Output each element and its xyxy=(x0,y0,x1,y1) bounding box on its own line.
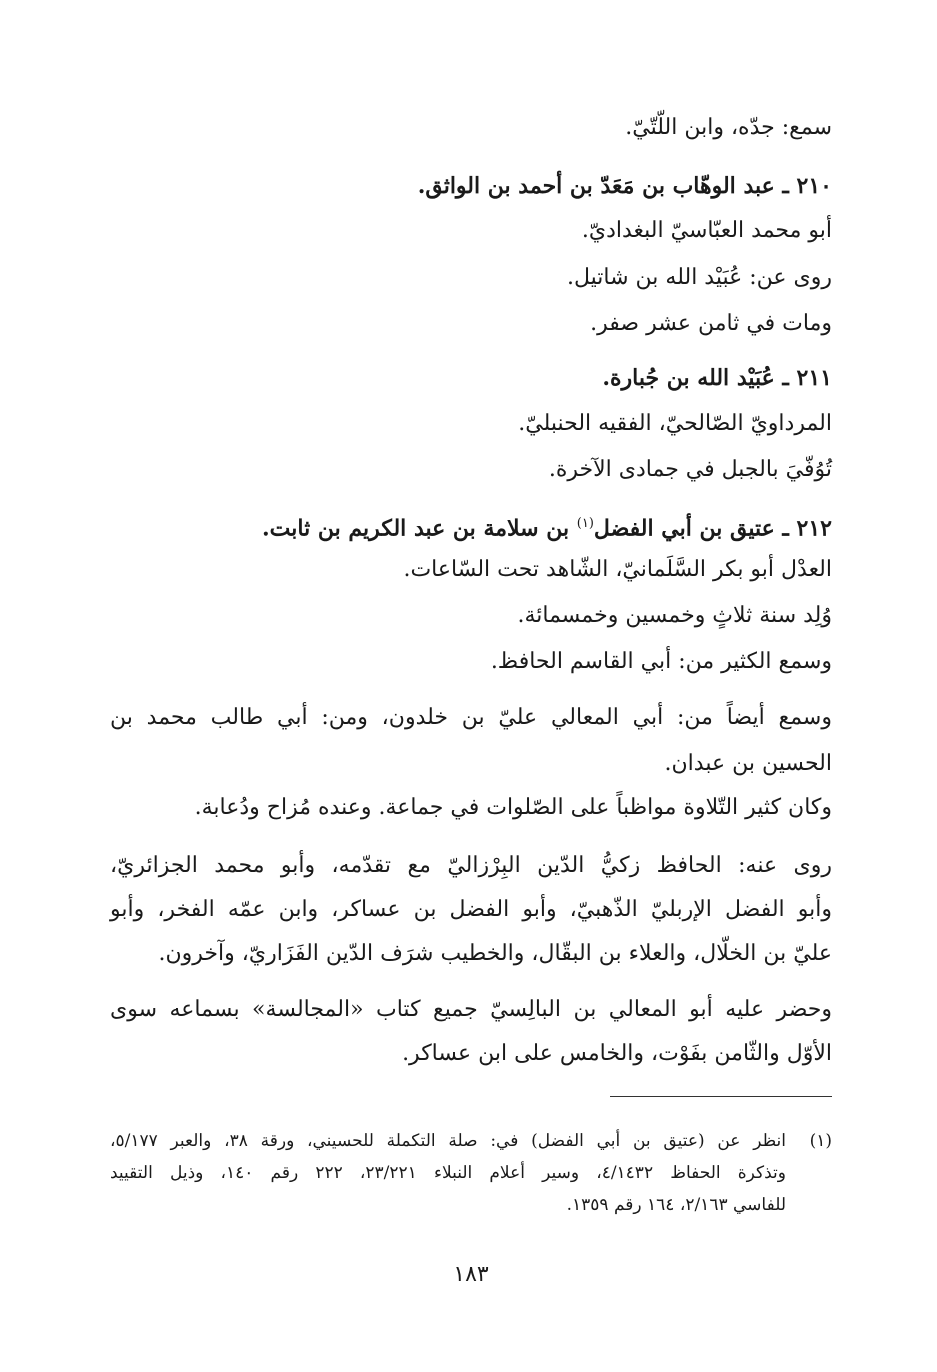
entry-heading-210: ٢١٠ ـ عبد الوهّاب بن مَعَدّ بن أحمد بن الواثق. xyxy=(417,173,832,199)
paragraph-line: روى عنه: الحافظ زكيُّ الدّين البِرْزاليّ مع تقدّمه، وأبو محمد الجزائريّ، xyxy=(110,853,832,878)
footnote-line: انظر عن (عتيق بن أبي الفضل) في: صلة التكملة للحسيني، ورقة ٣٨، والعبر ٥/١٧٧، xyxy=(110,1131,786,1151)
footnote-divider xyxy=(610,1096,832,1097)
paragraph-line: عليّ بن الخلّال، والعلاء بن البقّال، والخطيب شرَف الدّين الفَزَاريّ، وآخرون. xyxy=(158,941,832,966)
heading-part: بن سلامة بن عبد الكريم بن ثابت. xyxy=(262,515,577,542)
heading-part: ٢١٢ ـ عتيق بن أبي الفضل xyxy=(593,515,832,542)
footnote-line: للفاسي ٢/١٦٣، ١٦٤ رقم ١٣٥٩. xyxy=(566,1195,786,1215)
text-line: المرداويّ الصّالحيّ، الفقيه الحنبليّ. xyxy=(518,411,832,436)
text-line: العدْل أبو بكر السَّلَمانيّ، الشّاهد تحت السّاعات. xyxy=(403,557,832,582)
text-line: سمع: جدّه، وابن اللّتّيّ. xyxy=(625,115,832,140)
text-line: وُلِد سنة ثلاثٍ وخمسين وخمسمائة. xyxy=(517,603,832,628)
text-line: تُوُفّيَ بالجبل في جمادى الآخرة. xyxy=(548,457,832,482)
text-line: روى عن: عُبَيْد الله بن شاتيل. xyxy=(567,265,832,290)
footnote-number: (١) xyxy=(809,1131,832,1151)
paragraph-line: الأوّل والثّامن بفَوْت، والخامس على ابن عساكر. xyxy=(402,1041,832,1066)
footnote-ref: (١) xyxy=(576,516,594,531)
footnote-line: وتذكرة الحفاظ ٤/١٤٣٢، وسير أعلام النبلاء ٢٣/٢٢١، ٢٢٢ رقم ١٤٠، وذيل التقييد xyxy=(110,1163,786,1183)
paragraph-line: وكان كثير التّلاوة مواظباً على الصّلوات في جماعة. وعنده مُزاح ودُعابة. xyxy=(194,795,832,820)
entry-heading-211: ٢١١ ـ عُبَيْد الله بن جُبارة. xyxy=(602,365,832,391)
paragraph-line: وحضر عليه أبو المعالي بن البالِسيّ جميع كتاب «المجالسة» بسماعه سوى xyxy=(110,997,832,1022)
text-line: وسمع الكثير من: أبي القاسم الحافظ. xyxy=(490,649,832,674)
paragraph-line: وسمع أيضاً من: أبي المعالي عليّ بن خلدون، ومن: أبي طالب محمد بن xyxy=(110,705,832,730)
text-line: ومات في ثامن عشر صفر. xyxy=(590,311,832,336)
paragraph-line: وأبو الفضل الإربليّ الذّهبيّ، وأبو الفضل بن عساكر، وابن عمّه الفخر، وأبو xyxy=(110,897,832,922)
text-line: أبو محمد العبّاسيّ البغداديّ. xyxy=(581,218,832,243)
document-page xyxy=(110,0,832,1372)
page-number: ١٨٣ xyxy=(453,1262,489,1287)
paragraph-line: الحسين بن عبدان. xyxy=(664,751,832,776)
entry-heading-212 xyxy=(262,508,832,544)
